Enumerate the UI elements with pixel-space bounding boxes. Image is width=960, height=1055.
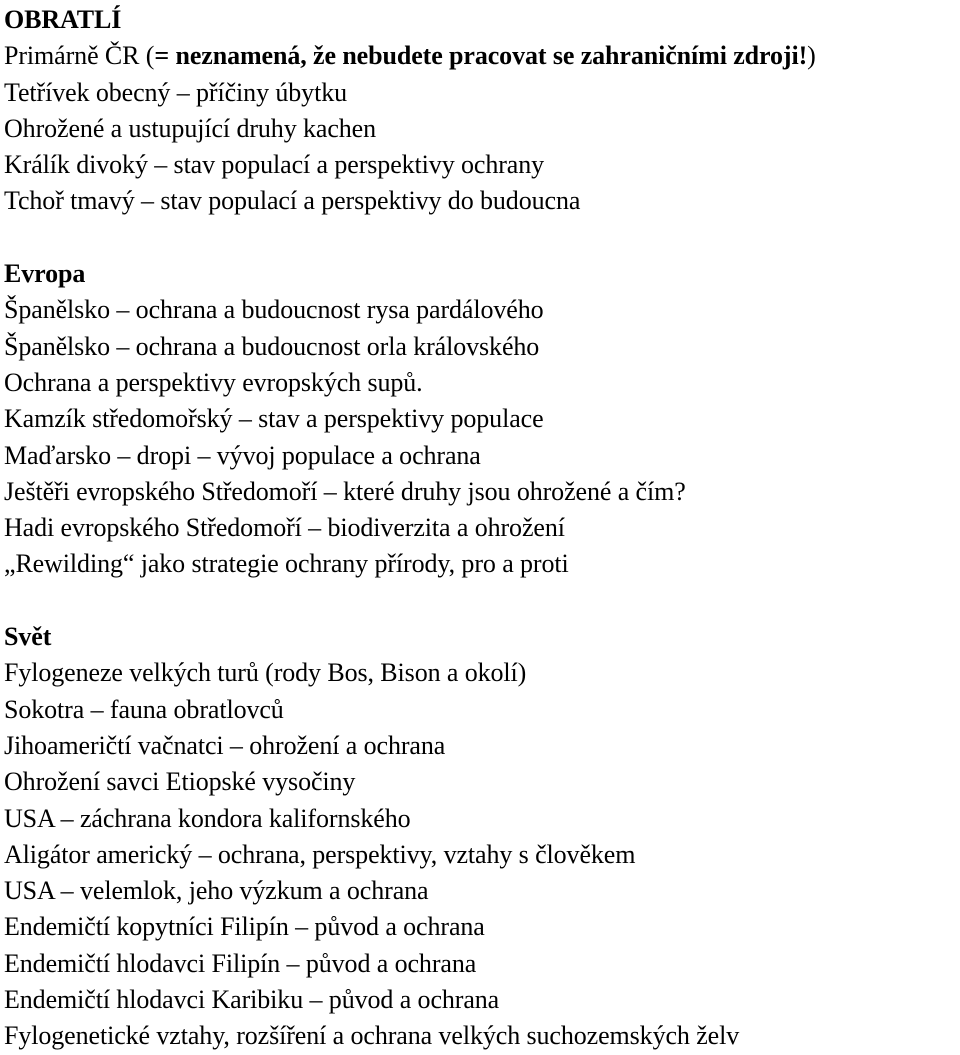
cr-topic-list [4,75,956,220]
list-item: Fylogenetické vztahy, rozšíření a ochrana velkých suchozemských želv [4,1021,740,1051]
section-heading-europe: Evropa [4,259,86,289]
world-section [4,619,956,1055]
document [4,0,956,1055]
list-item: Španělsko – ochrana a budoucnost orla královského [4,331,540,361]
list-item: USA – velemlok, jeho výzkum a ochrana [4,876,429,906]
list-item: Endemičtí hlodavci Filipín – původ a ochrana [4,948,477,978]
list-item: USA – záchrana kondora kalifornského [4,803,411,833]
section-heading-world: Svět [4,622,52,652]
list-item: Španělsko – ochrana a budoucnost rysa pardálového [4,295,544,325]
section-spacer [4,583,956,619]
intro-suffix: ) [807,41,816,71]
intro-line [4,38,956,74]
list-item: Maďarsko – dropi – vývoj populace a ochrana [4,440,481,470]
list-item: Ochrana a perspektivy evropských supů. [4,367,423,397]
list-item: Sokotra – fauna obratlovců [4,694,284,724]
list-item: Jihoameričtí vačnatci – ohrožení a ochrana [4,730,446,760]
list-item: „Rewilding“ jako strategie ochrany přírody, pro a proti [4,549,569,579]
list-item: Ohrožené a ustupující druhy kachen [4,113,377,143]
intro-prefix: Primárně ČR ( [4,41,155,71]
list-item: Endemičtí hlodavci Karibiku – původ a ochrana [4,985,500,1015]
list-item: Králík divoký – stav populací a perspektivy ochrany [4,150,545,180]
section-spacer [4,220,956,256]
list-item: Tetřívek obecný – příčiny úbytku [4,77,348,107]
page-title: OBRATLÍ [4,5,122,34]
list-item: Hadi evropského Středomoří – biodiverzita a ohrožení [4,513,565,543]
europe-section [4,256,956,583]
list-item: Endemičtí kopytníci Filipín – původ a ochrana [4,912,485,942]
list-item: Ohrožení savci Etiopské vysočiny [4,767,356,797]
list-item: Fylogeneze velkých turů (rody Bos, Bison a okolí) [4,658,527,688]
list-item: Kamzík středomořský – stav a perspektivy populace [4,404,544,434]
list-item: Tchoř tmavý – stav populací a perspektivy do budoucna [4,186,581,216]
list-item: Ještěři evropského Středomoří – které druhy jsou ohrožené a čím? [4,476,686,506]
intro-note: = neznamená, že nebudete pracovat se zahraničními zdroji! [154,41,808,71]
list-item: Aligátor americký – ochrana, perspektivy, vztahy s člověkem [4,839,636,869]
